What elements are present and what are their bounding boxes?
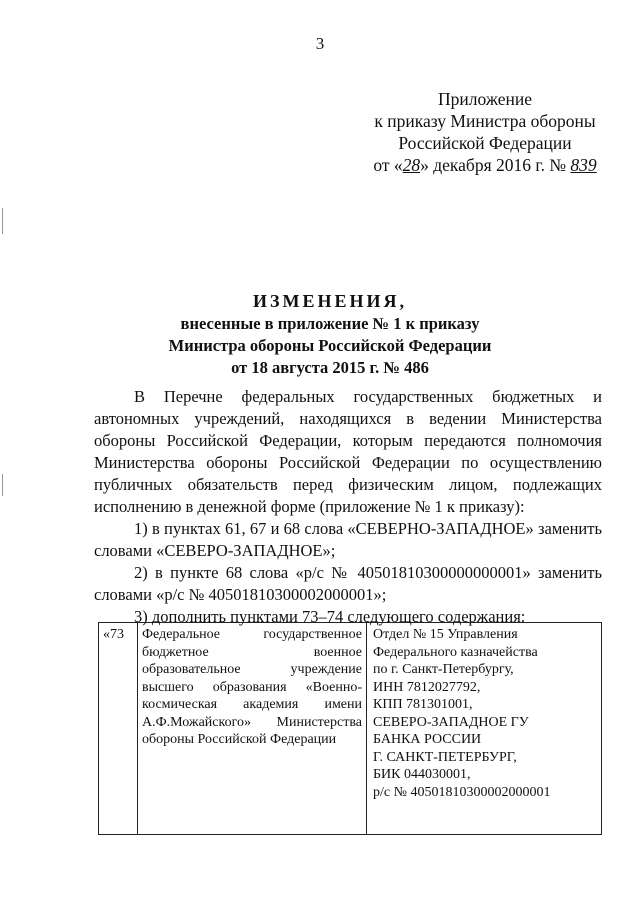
treasury-line: ИНН 7812027792, xyxy=(373,679,481,695)
appendix-line-2: к приказу Министра обороны xyxy=(374,111,596,131)
treasury-line: по г. Санкт-Петербургу, xyxy=(373,662,514,677)
date-prefix: от « xyxy=(373,155,403,175)
heading-line-2: Министра обороны Российской Федерации xyxy=(168,336,492,355)
paragraph-item-3: 3) дополнить пунктами 73–74 следующего содержания: xyxy=(134,607,526,626)
appendix-header xyxy=(360,88,610,176)
appendix-line-3: Российской Федерации xyxy=(398,133,572,153)
treasury-line: Г. САНКТ-ПЕТЕРБУРГ, xyxy=(373,749,517,765)
institution-cell: Федеральное государственное бюджетное военное образовательное учреждение высшего образования «Военно-космическая академия имени А.Ф.Можайского» Министерства обороны Российской Федерации xyxy=(138,623,367,835)
document-heading xyxy=(90,289,570,379)
order-number: 839 xyxy=(570,155,597,175)
heading-line-1: внесенные в приложение № 1 к приказу xyxy=(180,314,480,333)
treasury-line: КПП 781301001, xyxy=(373,697,473,712)
heading-title: ИЗМЕНЕНИЯ, xyxy=(252,291,407,311)
page-number: 3 xyxy=(315,34,325,53)
treasury-line: СЕВЕРО-ЗАПАДНОЕ ГУ xyxy=(373,714,529,730)
treasury-line: Отдел № 15 Управления xyxy=(373,627,518,642)
treasury-line: БИК 044030001, xyxy=(373,767,471,782)
scan-edge-mark xyxy=(2,474,3,496)
treasury-line: р/с № 40501810300002000001 xyxy=(373,784,551,800)
order-day: 28 xyxy=(402,155,421,175)
treasury-line: Федерального казначейства xyxy=(373,644,538,660)
document-body xyxy=(94,386,602,628)
scan-edge-mark xyxy=(2,208,3,234)
amendment-table xyxy=(98,622,602,835)
paragraph-item-1: 1) в пунктах 61, 67 и 68 слова «СЕВЕРНО-ЗАПАДНОЕ» заменить словами «СЕВЕРО-ЗАПАДНОЕ»; xyxy=(94,519,602,560)
paragraph-intro: В Перечне федеральных государственных бюджетных и автономных учреждений, находящихся в ведении Министерства обороны Российской Федерации, которым передаются полномочия Министерства обороны Российской Федерации по осуществлению публичных обязательств перед физическим лицом, подлежащих исполнению в денежной форме (приложение № 1 к приказу): xyxy=(94,387,602,516)
treasury-cell xyxy=(367,623,602,835)
date-mid: » декабря 2016 г. № xyxy=(420,155,567,175)
paragraph-item-2: 2) в пункте 68 слова «р/с № 40501810300000000001» заменить словами «р/с № 40501810300002000001»; xyxy=(94,563,602,604)
appendix-line-1: Приложение xyxy=(438,89,532,109)
treasury-line: БАНКА РОССИИ xyxy=(373,732,482,747)
table-row xyxy=(99,623,602,835)
appendix-date-line xyxy=(360,154,610,176)
heading-line-3: от 18 августа 2015 г. № 486 xyxy=(231,358,429,377)
row-number-cell: «73 xyxy=(99,623,138,835)
